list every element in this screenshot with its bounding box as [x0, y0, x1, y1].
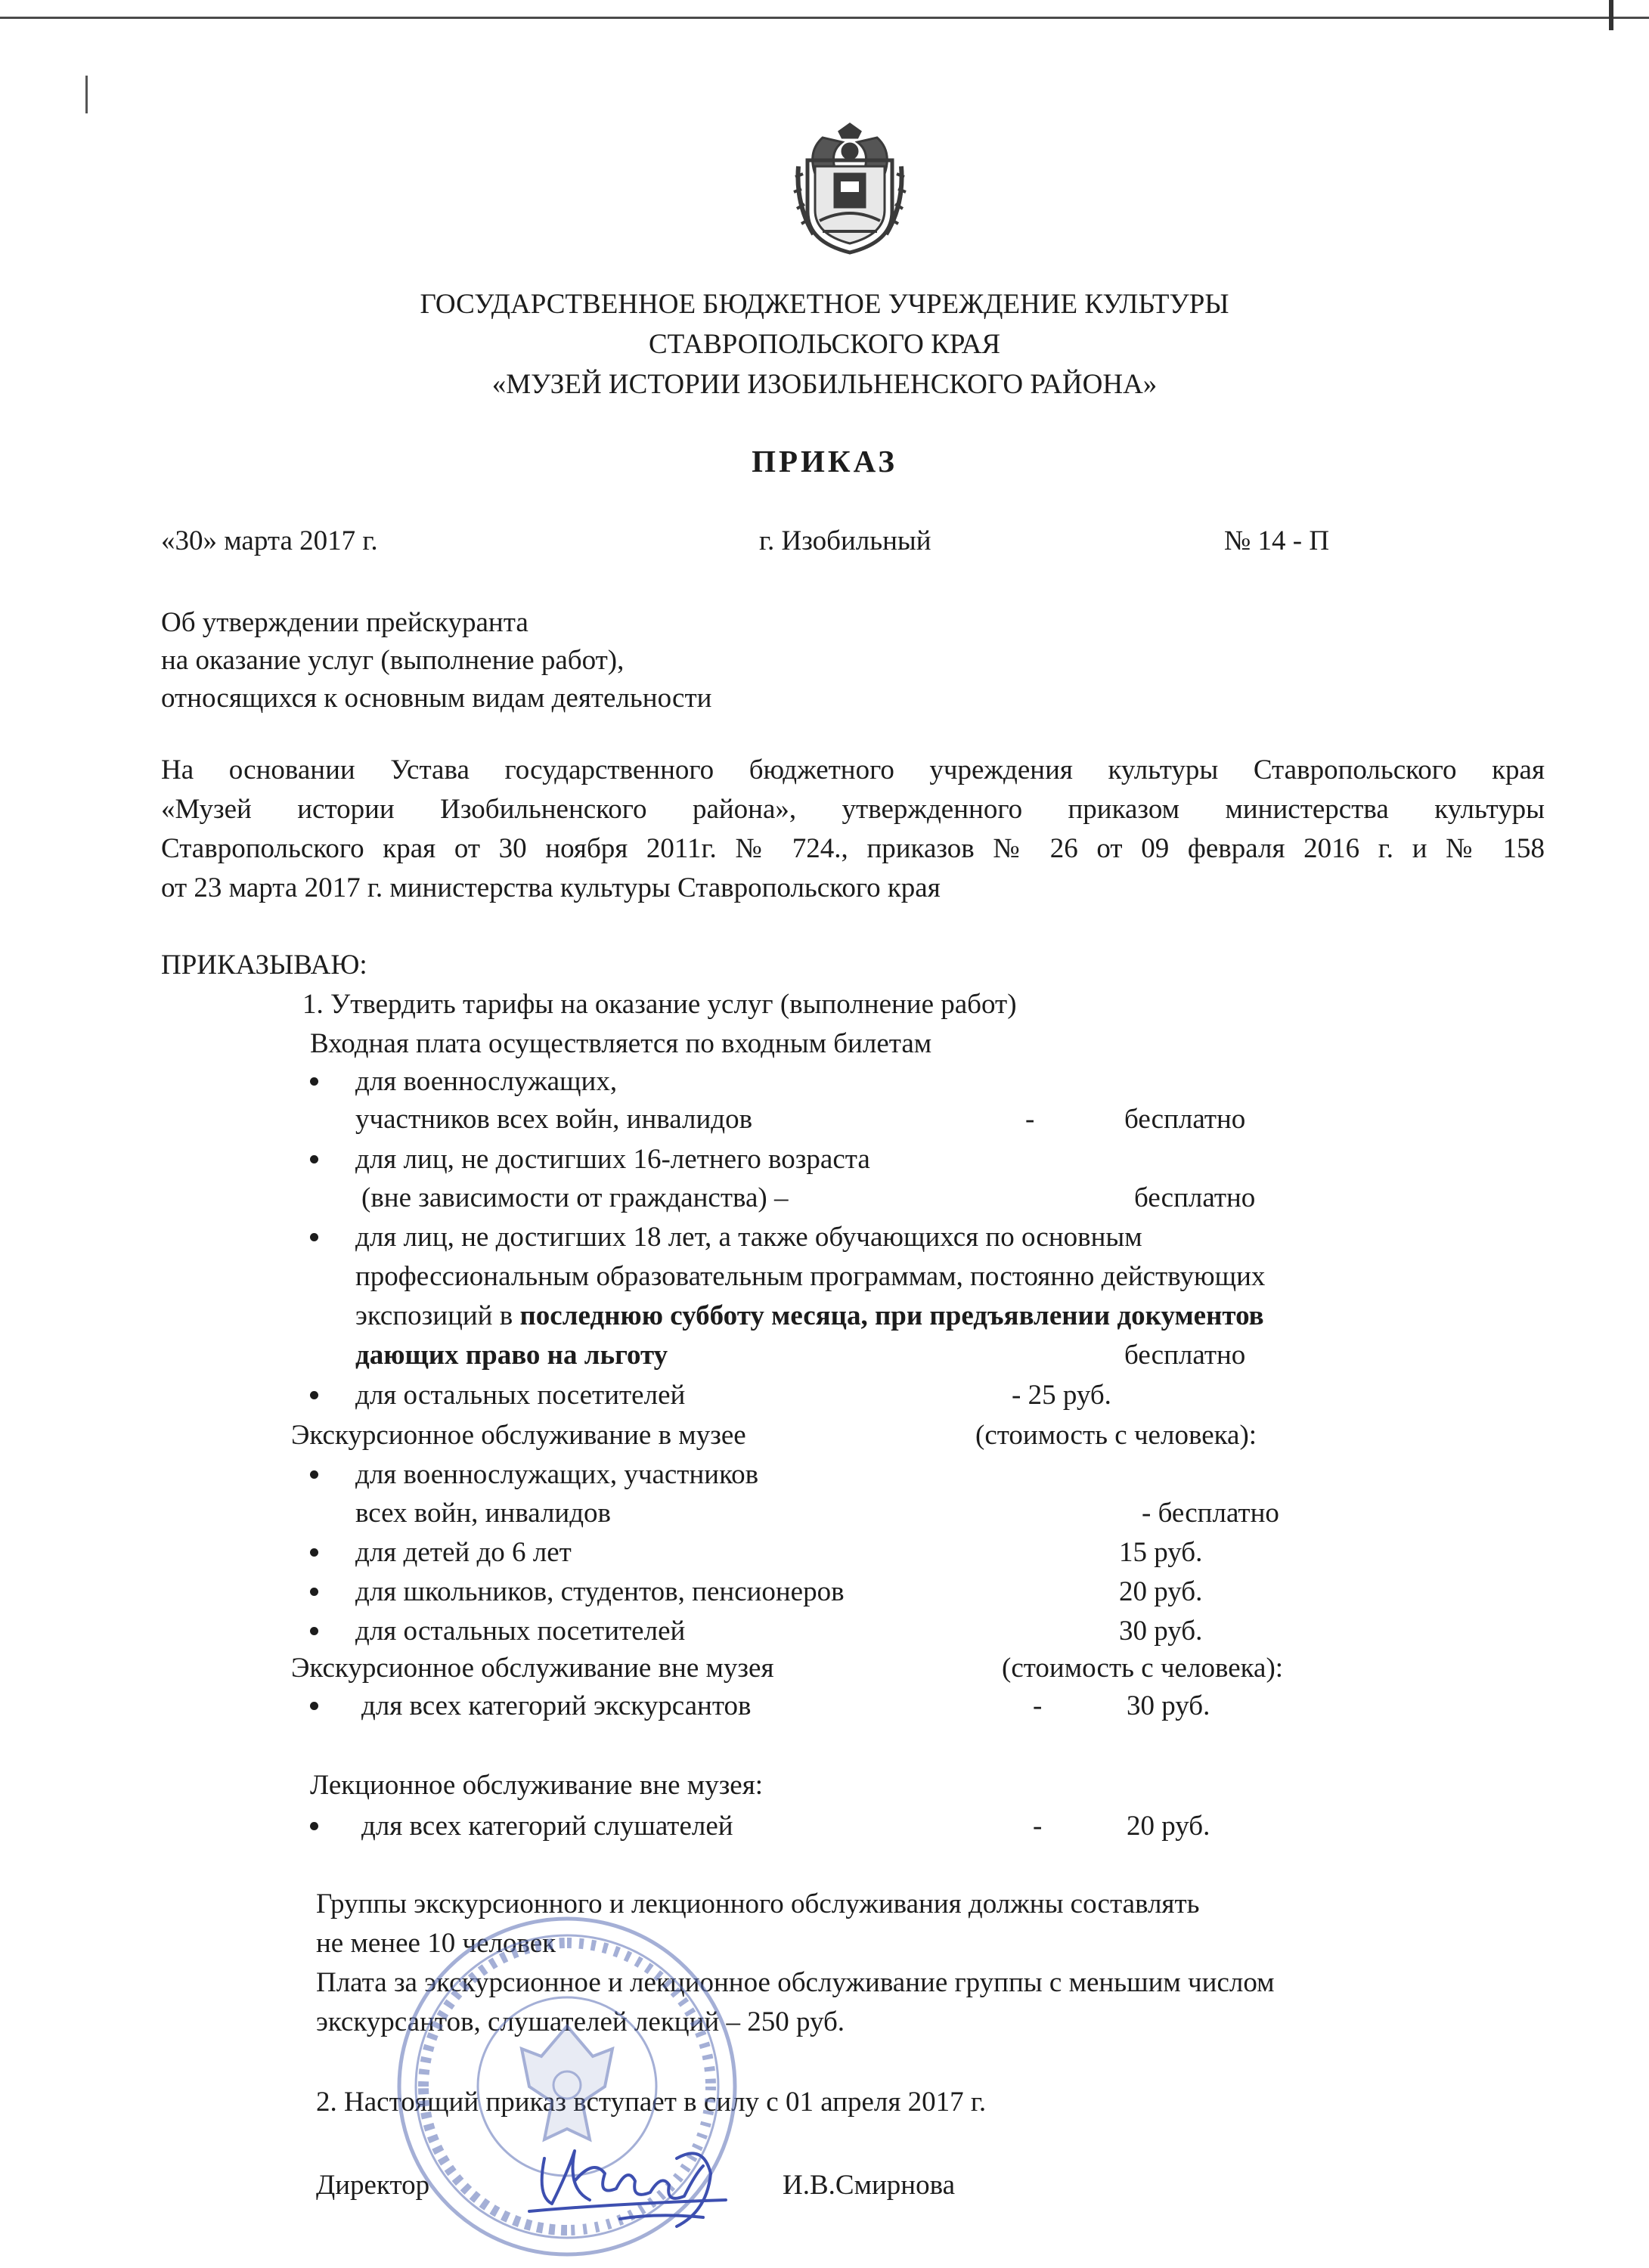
excursion-in-b2-label: для детей до 6 лет — [355, 1537, 572, 1568]
excursion-out-b1-price: 30 руб. — [1127, 1690, 1210, 1721]
entry-b1-price: бесплатно — [1124, 1104, 1246, 1135]
subject-line3: относящихся к основным видам деятельности — [161, 683, 712, 714]
entry-b3-line3 — [355, 1302, 1264, 1330]
excursion-in-heading: Экскурсионное обслуживание в музее — [291, 1420, 746, 1451]
order-item-2: 2. Настоящий приказ вступает в силу с 01 апреля 2017 г. — [316, 2087, 987, 2118]
prikazyvayu-heading: ПРИКАЗЫВАЮ: — [161, 950, 367, 981]
subject-line2: на оказание услуг (выполнение работ), — [161, 645, 625, 676]
order-city: г. Изобильный — [759, 525, 931, 556]
signatory-name: И.В.Смирнова — [783, 2170, 955, 2201]
entry-b3-line3-plain: экспозиций в — [355, 1300, 520, 1331]
lecture-heading: Лекционное обслуживание вне музея: — [310, 1770, 764, 1801]
bullet-dot — [310, 1588, 318, 1596]
order-date: «30» марта 2017 г. — [161, 525, 378, 556]
entry-b4-price: - 25 руб. — [1012, 1380, 1111, 1411]
lecture-b1-label: для всех категорий слушателей — [361, 1811, 733, 1842]
order-number: № 14 - П — [1224, 525, 1330, 556]
subject-line1: Об утверждении прейскуранта — [161, 607, 528, 638]
director-signature — [522, 2128, 741, 2242]
bullet-dot — [310, 1391, 318, 1399]
entry-b1-line1: для военнослужащих, — [355, 1066, 618, 1097]
preamble-line1: На основании Устава государственного бюджетного учреждения культуры Ставропольского края — [161, 754, 1545, 785]
entry-b3-price: бесплатно — [1124, 1340, 1246, 1371]
preamble-line2: «Музей истории Изобильненского района», утвержденного приказом министерства культуры — [161, 794, 1545, 825]
bullet-dot — [310, 1822, 318, 1830]
entry-fee-heading: Входная плата осуществляется по входным билетам — [310, 1028, 932, 1059]
entry-b4-label: для остальных посетителей — [355, 1380, 686, 1411]
signatory-title: Директор — [316, 2170, 430, 2201]
bullet-dot — [310, 1233, 318, 1241]
bullet-dot — [310, 1155, 318, 1163]
org-name-line1: ГОСУДАРСТВЕННОЕ БЮДЖЕТНОЕ УЧРЕЖДЕНИЕ КУЛЬТУРЫ — [420, 289, 1229, 320]
entry-b2-line1: для лиц, не достигших 16-летнего возраста — [355, 1144, 870, 1175]
org-name-line3: «МУЗЕЙ ИСТОРИИ ИЗОБИЛЬНЕНСКОГО РАЙОНА» — [491, 369, 1158, 400]
groups-line1: Группы экскурсионного и лекционного обслуживания должны составлять — [316, 1888, 1200, 1919]
excursion-in-b4-label: для остальных посетителей — [355, 1616, 686, 1647]
groups-line3: Плата за экскурсионное и лекционное обслуживание группы с меньшим числом — [316, 1967, 1275, 1998]
bullet-dot — [310, 1077, 318, 1086]
entry-b3-line3-bold: последнюю субботу месяца, при предъявлении документов — [519, 1300, 1264, 1331]
excursion-in-b4-price: 30 руб. — [1119, 1616, 1203, 1647]
scan-edge-line — [0, 17, 1649, 19]
preamble-line4: от 23 марта 2017 г. министерства культуры Ставропольского края — [161, 872, 941, 903]
excursion-in-b3-label: для школьников, студентов, пенсионеров — [355, 1576, 845, 1607]
org-name-line2: СТАВРОПОЛЬСКОГО КРАЯ — [648, 329, 1001, 360]
entry-b2-price: бесплатно — [1134, 1182, 1256, 1213]
excursion-in-b1-price: - бесплатно — [1142, 1498, 1279, 1529]
bullet-dot — [310, 1627, 318, 1635]
lecture-b1-dash: - — [1033, 1811, 1043, 1842]
excursion-in-b2-price: 15 руб. — [1119, 1537, 1203, 1568]
entry-b3-line4: дающих право на льготу — [355, 1340, 668, 1371]
scan-mark-right — [1609, 0, 1613, 30]
entry-b1-dash: - — [1025, 1104, 1035, 1135]
groups-line2: не менее 10 человек — [316, 1928, 556, 1959]
scan-mark — [85, 76, 88, 113]
order-item-1: 1. Утвердить тарифы на оказание услуг (выполнение работ) — [302, 989, 1017, 1020]
excursion-in-b1-line2: всех войн, инвалидов — [355, 1498, 612, 1529]
entry-b1-line2: участников всех войн, инвалидов — [355, 1104, 753, 1135]
excursion-in-b3-price: 20 руб. — [1119, 1576, 1203, 1607]
bullet-dot — [310, 1470, 318, 1479]
preamble-line3: Ставропольского края от 30 ноября 2011г. № 724., приказов № 26 от 09 февраля 2016 г. и № 158 — [161, 833, 1545, 864]
coat-of-arms-emblem — [792, 121, 907, 256]
excursion-in-b1-line1: для военнослужащих, участников — [355, 1459, 759, 1490]
entry-b3-line2: профессиональным образовательным программам, постоянно действующих — [355, 1261, 1266, 1292]
doc-title: ПРИКАЗ — [752, 444, 897, 479]
bullet-dot — [310, 1702, 318, 1710]
lecture-b1-price: 20 руб. — [1127, 1811, 1210, 1842]
bullet-dot — [310, 1548, 318, 1557]
excursion-in-note: (стоимость с человека): — [975, 1420, 1257, 1451]
entry-b3-line1: для лиц, не достигших 18 лет, а также обучающихся по основным — [355, 1222, 1142, 1253]
excursion-out-heading: Экскурсионное обслуживание вне музея — [291, 1653, 774, 1684]
excursion-out-note: (стоимость с человека): — [1002, 1653, 1284, 1684]
excursion-out-b1-label: для всех категорий экскурсантов — [361, 1690, 752, 1721]
groups-line4: экскурсантов, слушателей лекций – 250 руб. — [316, 2006, 845, 2037]
entry-b2-line2: (вне зависимости от гражданства) – — [361, 1182, 789, 1213]
excursion-out-b1-dash: - — [1033, 1690, 1043, 1721]
